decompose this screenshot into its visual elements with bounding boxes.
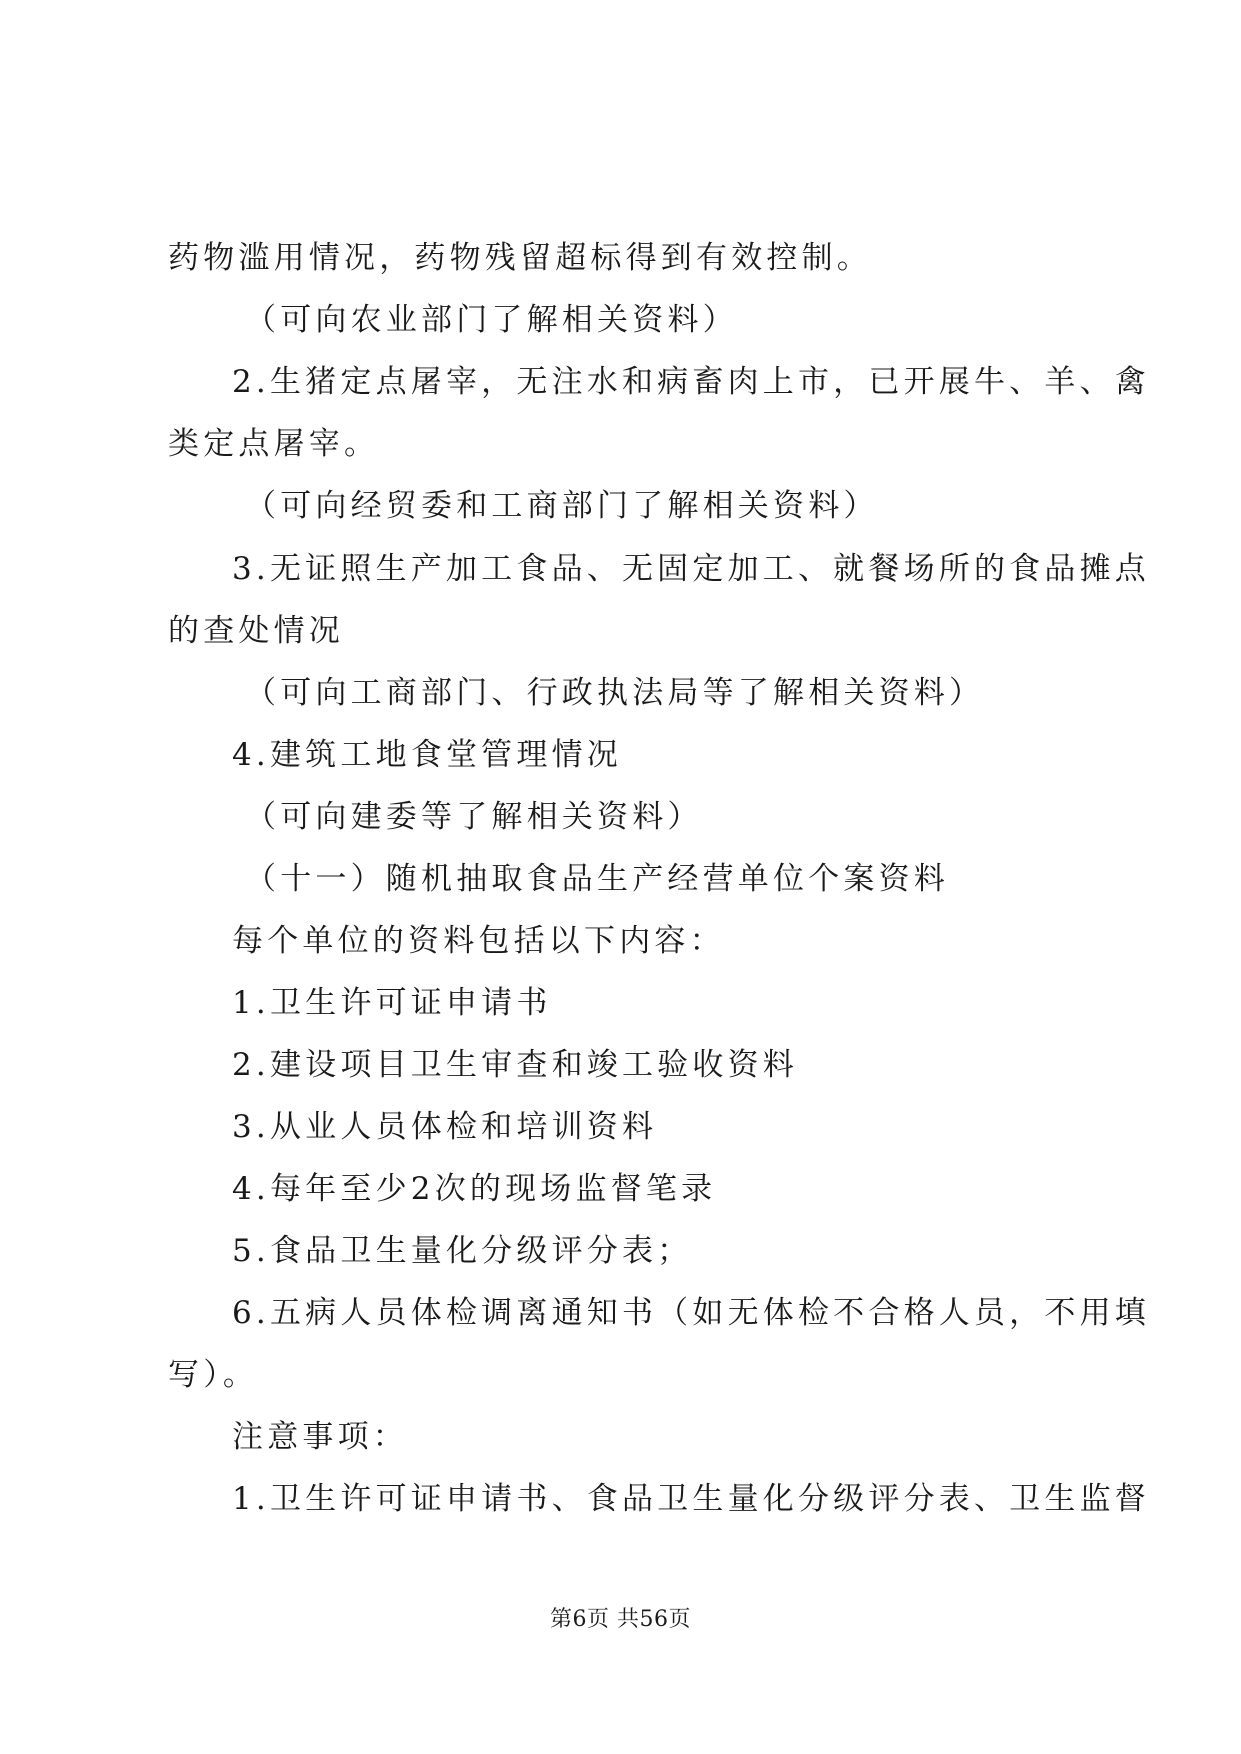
text-line: 类定点屠宰。 bbox=[168, 426, 380, 462]
list-item: 5.食品卫生量化分级评分表； bbox=[232, 1233, 693, 1269]
text-line: （可向农业部门了解相关资料） bbox=[245, 302, 738, 338]
text-line: （可向经贸委和工商部门了解相关资料） bbox=[245, 488, 879, 524]
text-line: 的查处情况 bbox=[168, 613, 344, 649]
text-line: 每个单位的资料包括以下内容： bbox=[232, 923, 725, 959]
text-line: （可向工商部门、行政执法局等了解相关资料） bbox=[245, 675, 985, 711]
text-line: 4.建筑工地食堂管理情况 bbox=[232, 737, 622, 773]
page-number-footer: 第6页 共56页 bbox=[550, 1607, 691, 1632]
list-item: 1.卫生许可证申请书 bbox=[232, 985, 552, 1021]
text-line: 注意事项： bbox=[232, 1419, 408, 1455]
text-line: （可向建委等了解相关资料） bbox=[245, 799, 703, 835]
text-line: 药物滥用情况，药物残留超标得到有效控制。 bbox=[168, 240, 872, 276]
list-item: 6.五病人员体检调离通知书（如无体检不合格人员，不用填 bbox=[232, 1295, 1150, 1331]
text-line: 写）。 bbox=[168, 1357, 259, 1393]
list-item: 3.从业人员体检和培训资料 bbox=[232, 1109, 658, 1145]
list-item: 4.每年至少2次的现场监督笔录 bbox=[232, 1171, 717, 1207]
list-item: 1.卫生许可证申请书、食品卫生量化分级评分表、卫生监督 bbox=[232, 1481, 1150, 1517]
text-line: 3.无证照生产加工食品、无固定加工、就餐场所的食品摊点 bbox=[232, 551, 1150, 587]
section-heading: （十一）随机抽取食品生产经营单位个案资料 bbox=[245, 861, 949, 897]
text-line: 2.生猪定点屠宰，无注水和病畜肉上市，已开展牛、羊、禽 bbox=[232, 364, 1150, 400]
list-item: 2.建设项目卫生审查和竣工验收资料 bbox=[232, 1047, 798, 1083]
